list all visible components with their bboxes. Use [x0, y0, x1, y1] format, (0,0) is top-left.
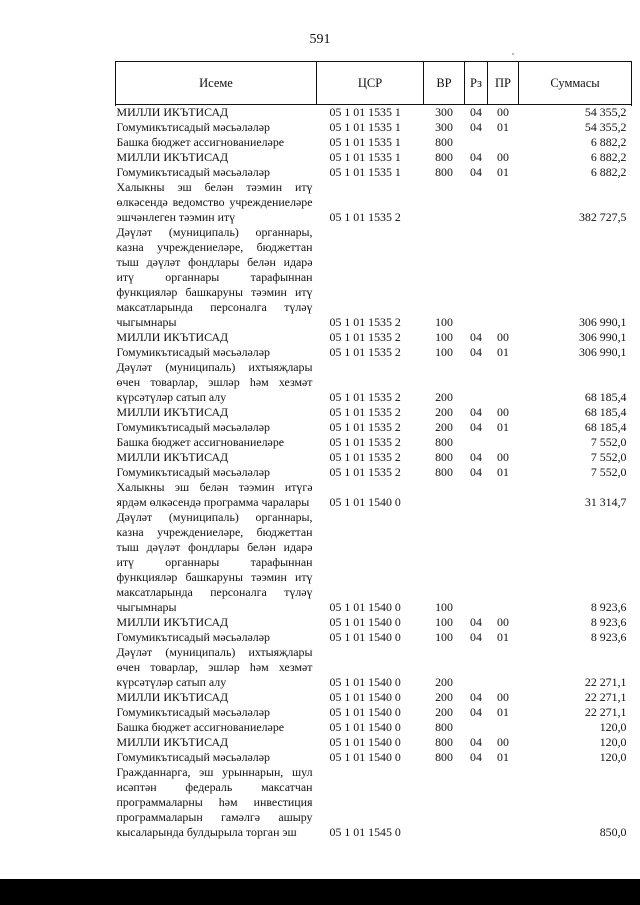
cell-vr: 200: [435, 675, 453, 689]
cell-vr: 100: [435, 600, 453, 614]
cell-vr: 200: [435, 405, 453, 419]
cell-vr: 800: [435, 450, 453, 464]
cell-vr: 200: [435, 390, 453, 404]
cell-csr: 05 1 01 1540 0: [329, 720, 401, 734]
cell-pr: 01: [497, 165, 509, 179]
cell-csr: 05 1 01 1540 0: [329, 495, 401, 509]
cell-vr: 200: [435, 690, 453, 704]
cell-vr: 800: [435, 735, 453, 749]
cell-csr: 05 1 01 1540 0: [329, 690, 401, 704]
cell-sum: 120,0: [599, 735, 627, 749]
cell-name: Гомумикътисадый мәсьәләләр: [116, 705, 270, 719]
cell-csr: 05 1 01 1535 2: [329, 210, 401, 224]
cell-rz: 04: [470, 150, 482, 164]
cell-vr: 800: [435, 465, 453, 479]
cell-sum: 306 990,1: [578, 330, 627, 344]
cell-rz: 04: [470, 165, 482, 179]
cell-vr: 800: [435, 135, 453, 149]
cell-sum: 6 882,2: [590, 150, 627, 164]
cell-csr: 05 1 01 1540 0: [329, 630, 401, 644]
page-number: 591: [309, 32, 331, 47]
cell-sum: 8 923,6: [590, 615, 627, 629]
cell-rz: 04: [470, 615, 482, 629]
cell-csr: 05 1 01 1535 1: [329, 165, 401, 179]
cell-name: Гомумикътисадый мәсьәләләр: [116, 750, 270, 764]
cell-pr: 01: [497, 345, 509, 359]
cell-sum: 6 882,2: [590, 135, 627, 149]
cell-sum: 54 355,2: [584, 105, 627, 119]
cell-csr: 05 1 01 1540 0: [329, 675, 401, 689]
cell-name: Башка бюджет ассигнованиеләре: [116, 435, 285, 449]
cell-sum: 54 355,2: [584, 120, 627, 134]
cell-sum: 8 923,6: [590, 600, 627, 614]
cell-pr: 00: [497, 735, 509, 749]
cell-vr: 800: [435, 165, 453, 179]
cell-name: Дәүләт (муниципаль) органнары, казна учреждениеләре, бюджеттан тыш дәүләт фондлары белән идарә итү органнары тарафыннан функцияләр башкаруны тәэмин итү максатларында персоналга түләү чыгымнары: [116, 510, 313, 614]
header-sum: Суммасы: [519, 62, 632, 105]
cell-sum: 8 923,6: [590, 630, 627, 644]
cell-name: Гомумикътисадый мәсьәләләр: [116, 630, 270, 644]
cell-pr: 00: [497, 150, 509, 164]
cell-vr: 300: [435, 120, 453, 134]
cell-csr: 05 1 01 1535 2: [329, 465, 401, 479]
cell-name: Дәүләт (муниципаль) ихтыяҗлары өчен товарлар, эшләр һәм хезмәт күрсәтүләр сатып алу: [116, 645, 313, 689]
cell-pr: 01: [497, 420, 509, 434]
cell-vr: 800: [435, 435, 453, 449]
cell-sum: 68 185,4: [584, 405, 627, 419]
cell-pr: 00: [497, 615, 509, 629]
cell-name: Гомумикътисадый мәсьәләләр: [116, 465, 270, 479]
cell-rz: 04: [470, 345, 482, 359]
cell-csr: 05 1 01 1535 2: [329, 450, 401, 464]
cell-vr: 100: [435, 345, 453, 359]
header-csr: ЦСР: [317, 62, 424, 105]
cell-vr: 800: [435, 720, 453, 734]
cell-vr: 100: [435, 315, 453, 329]
cell-vr: 200: [435, 420, 453, 434]
cell-rz: 04: [470, 405, 482, 419]
cell-sum: 850,0: [599, 825, 627, 839]
cell-sum: 306 990,1: [578, 345, 627, 359]
cell-name: МИЛЛИ ИКЪТИСАД: [116, 330, 229, 344]
cell-name: МИЛЛИ ИКЪТИСАД: [116, 405, 229, 419]
cell-pr: 00: [497, 450, 509, 464]
cell-name: Гомумикътисадый мәсьәләләр: [116, 345, 270, 359]
cell-sum: 382 727,5: [578, 210, 627, 224]
header-name: Исеме: [116, 62, 317, 105]
cell-rz: 04: [470, 690, 482, 704]
cell-pr: 00: [497, 690, 509, 704]
cell-rz: 04: [470, 465, 482, 479]
cell-vr: 800: [435, 750, 453, 764]
cell-sum: 22 271,1: [584, 690, 627, 704]
cell-name: МИЛЛИ ИКЪТИСАД: [116, 735, 229, 749]
cell-name: Халыкны эш белән тәэмин итүгә ярдәм өлкәсендә программа чаралары: [116, 480, 313, 509]
cell-sum: 68 185,4: [584, 390, 627, 404]
cell-sum: 31 314,7: [584, 495, 627, 509]
cell-name: МИЛЛИ ИКЪТИСАД: [116, 450, 229, 464]
cell-csr: 05 1 01 1535 2: [329, 390, 401, 404]
cell-name: МИЛЛИ ИКЪТИСАД: [116, 690, 229, 704]
cell-pr: 00: [497, 105, 509, 119]
cell-pr: 00: [497, 405, 509, 419]
cell-rz: 04: [470, 705, 482, 719]
cell-csr: 05 1 01 1535 2: [329, 435, 401, 449]
cell-sum: 7 552,0: [590, 450, 627, 464]
cell-csr: 05 1 01 1535 1: [329, 105, 401, 119]
cell-name: МИЛЛИ ИКЪТИСАД: [116, 150, 229, 164]
cell-vr: 100: [435, 630, 453, 644]
cell-sum: 120,0: [599, 720, 627, 734]
cell-rz: 04: [470, 105, 482, 119]
cell-rz: 04: [470, 330, 482, 344]
cell-name: Дәүләт (муниципаль) ихтыяҗлары өчен товарлар, эшләр һәм хезмәт күрсәтүләр сатып алу: [116, 360, 313, 404]
cell-rz: 04: [470, 735, 482, 749]
cell-name: Халыкны эш белән тәэмин итү өлкәсендә ведомство учреждениеләре эшчәнлеген тәэмин итү: [116, 180, 313, 224]
cell-name: Гомумикътисадый мәсьәләләр: [116, 420, 270, 434]
cell-csr: 05 1 01 1540 0: [329, 600, 401, 614]
cell-csr: 05 1 01 1540 0: [329, 750, 401, 764]
cell-vr: 300: [435, 105, 453, 119]
cell-rz: 04: [470, 420, 482, 434]
cell-csr: 05 1 01 1535 2: [329, 315, 401, 329]
cell-rz: 04: [470, 750, 482, 764]
cell-csr: 05 1 01 1540 0: [329, 735, 401, 749]
cell-csr: 05 1 01 1535 1: [329, 135, 401, 149]
cell-sum: 306 990,1: [578, 315, 627, 329]
cell-sum: 6 882,2: [590, 165, 627, 179]
cell-name: Гражданнарга, эш урыннарын, шул исәптән федераль максатчан программаларны һәм инвестиция программаларын гамәлгә ашыру кысаларында булдырыла торган эш: [116, 765, 313, 839]
cell-csr: 05 1 01 1535 1: [329, 150, 401, 164]
cell-vr: 800: [435, 150, 453, 164]
cell-vr: 100: [435, 330, 453, 344]
cell-name: Башка бюджет ассигнованиеләре: [116, 720, 285, 734]
cell-pr: 01: [497, 750, 509, 764]
cell-sum: 7 552,0: [590, 465, 627, 479]
cell-sum: 68 185,4: [584, 420, 627, 434]
cell-name: МИЛЛИ ИКЪТИСАД: [116, 105, 229, 119]
scan-bottom-edge: [0, 879, 640, 905]
cell-rz: 04: [470, 630, 482, 644]
cell-csr: 05 1 01 1535 2: [329, 420, 401, 434]
cell-pr: 01: [497, 630, 509, 644]
cell-name: Гомумикътисадый мәсьәләләр: [116, 165, 270, 179]
cell-csr: 05 1 01 1545 0: [329, 825, 401, 839]
cell-sum: 120,0: [599, 750, 627, 764]
cell-csr: 05 1 01 1535 2: [329, 345, 401, 359]
cell-sum: 22 271,1: [584, 675, 627, 689]
cell-pr: 00: [497, 330, 509, 344]
cell-name: Дәүләт (муниципаль) органнары, казна учреждениеләре, бюджеттан тыш дәүләт фондлары белән идарә итү органнары тарафыннан функцияләр башкаруны тәэмин итү максатларында персоналга түләү чыгымнары: [116, 225, 313, 329]
cell-pr: 01: [497, 705, 509, 719]
header-rz: Рз: [465, 62, 488, 105]
header-pr: ПР: [488, 62, 519, 105]
cell-sum: 7 552,0: [590, 435, 627, 449]
cell-csr: 05 1 01 1535 1: [329, 120, 401, 134]
cell-name: МИЛЛИ ИКЪТИСАД: [116, 615, 229, 629]
cell-csr: 05 1 01 1535 2: [329, 330, 401, 344]
cell-vr: 200: [435, 705, 453, 719]
cell-rz: 04: [470, 120, 482, 134]
cell-vr: 100: [435, 615, 453, 629]
cell-pr: 01: [497, 465, 509, 479]
cell-pr: 01: [497, 120, 509, 134]
cell-name: Башка бюджет ассигнованиеләре: [116, 135, 285, 149]
cell-rz: 04: [470, 450, 482, 464]
cell-csr: 05 1 01 1540 0: [329, 705, 401, 719]
cell-csr: 05 1 01 1540 0: [329, 615, 401, 629]
cell-name: Гомумикътисадый мәсьәләләр: [116, 120, 270, 134]
cell-csr: 05 1 01 1535 2: [329, 405, 401, 419]
cell-sum: 22 271,1: [584, 705, 627, 719]
header-vr: ВР: [424, 62, 465, 105]
